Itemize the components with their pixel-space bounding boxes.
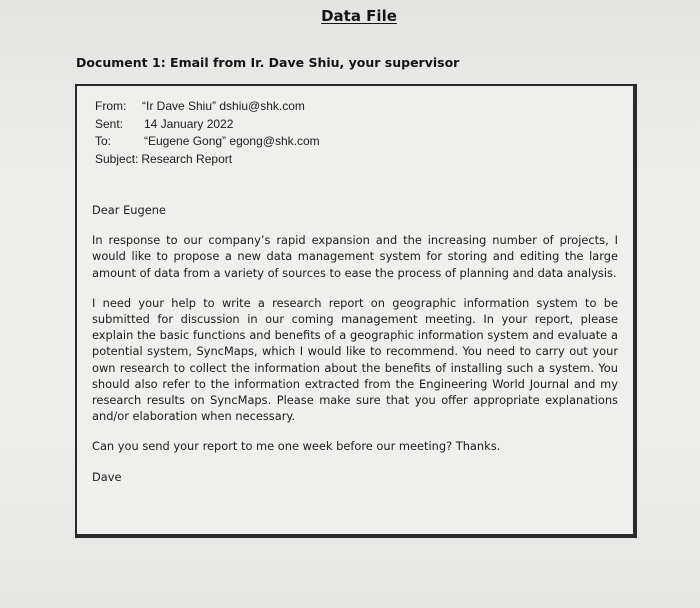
from-value: “Ir Dave Shiu” dshiu@shk.com xyxy=(142,99,305,113)
email-body xyxy=(92,202,618,485)
subject-row xyxy=(95,151,320,169)
email-greeting: Dear Eugene xyxy=(92,203,166,217)
to-value: “Eugene Gong” egong@shk.com xyxy=(144,134,320,148)
sent-label: Sent: xyxy=(95,116,124,131)
to-label: To: xyxy=(95,134,112,148)
email-paragraph: In response to our company’s rapid expansion and the increasing number of projects, I would like to propose a new data management system for storing and editing the large amount of data from a variety of sources to ease the process of planning and data analysis. xyxy=(92,233,618,280)
sent-value: 14 January 2022 xyxy=(144,116,234,131)
email-header xyxy=(95,98,320,168)
email-box xyxy=(75,84,637,538)
from-label: From: xyxy=(95,99,127,113)
subject-value: Research Report xyxy=(141,151,233,166)
email-signoff: Dave xyxy=(92,469,122,484)
page-title: Data File xyxy=(321,7,397,25)
subject-label: Subject: xyxy=(95,151,139,166)
sent-row xyxy=(95,116,320,134)
email-closing: Can you send your report to me one week before our meeting? Thanks. xyxy=(92,439,501,454)
document-heading: Document 1: Email from Ir. Dave Shiu, your supervisor xyxy=(76,55,460,70)
to-row xyxy=(95,133,320,151)
email-paragraph: I need your help to write a research report on geographic information system to be submitted for discussion in our coming management meeting. In your report, please explain the basic functions and benefits of a geographic information system and evaluate a potential system, SyncMaps, which I would like to recommend. You need to carry out your own research to collect the information about the benefits of installing such a system. You should also refer to the information extracted from the Engineering World Journal and my research results on SyncMaps. Please make sure that you offer appropriate explanations and/or elaboration when necessary. xyxy=(92,295,618,424)
from-row xyxy=(95,98,320,116)
